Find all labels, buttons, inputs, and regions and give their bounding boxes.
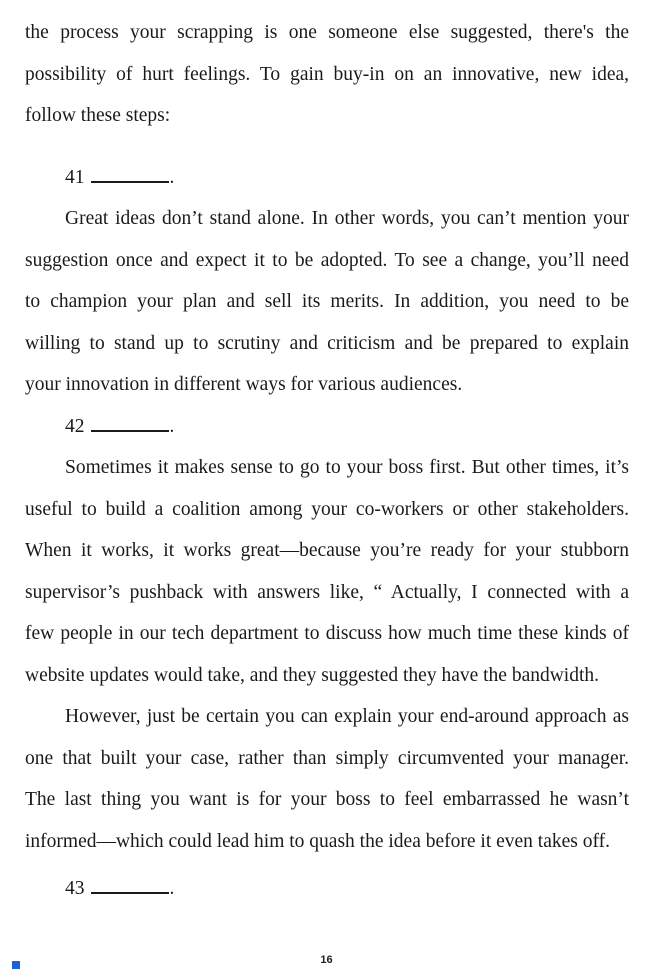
para2-line-2: useful to build a coalition among your co-workers or other stakeholders. bbox=[25, 498, 629, 520]
question-number: 42 bbox=[65, 415, 85, 437]
para2-line-4: supervisor’s pushback with answers like, “ Actually, I connected with a bbox=[25, 581, 629, 603]
page-number: 16 bbox=[320, 954, 333, 966]
para2-line-6: website updates would take, and they suggested they have the bandwidth. bbox=[25, 664, 600, 686]
intro-line-3: follow these steps: bbox=[25, 105, 171, 126]
intro-line-2: possibility of hurt feelings. To gain buy-in on an innovative, new idea, bbox=[25, 63, 629, 85]
question-number: 43 bbox=[65, 878, 85, 899]
blank-period: . bbox=[169, 415, 175, 437]
intro-line-1: the process your scrapping is one someone else suggested, there's the bbox=[25, 22, 629, 43]
blank-period: . bbox=[169, 166, 175, 188]
para1-line-5: your innovation in different ways for various audiences. bbox=[25, 374, 463, 395]
para1-line-2: suggestion once and expect it to be adopted. To see a change, you’ll need bbox=[25, 249, 629, 271]
para1-line-4: willing to stand up to scrutiny and criticism and be prepared to explain bbox=[25, 332, 629, 354]
para2-line-5: few people in our tech department to discuss how much time these kinds of bbox=[25, 623, 629, 644]
para3-line-1: However, just be certain you can explain your end-around approach as bbox=[65, 706, 629, 727]
para2-line-3: When it works, it works great—because you’re ready for your stubborn bbox=[25, 540, 629, 561]
question-number: 41 bbox=[65, 166, 85, 188]
question-41 bbox=[25, 157, 629, 199]
para3-line-2: one that built your case, rather than simply circumvented your manager. bbox=[25, 747, 629, 769]
spacer bbox=[25, 137, 629, 157]
para3-line-4: informed—which could lead him to quash the idea before it even takes off. bbox=[25, 830, 610, 852]
document-page bbox=[25, 12, 629, 910]
para2-line-1: Sometimes it makes sense to go to your boss first. But other times, it’s bbox=[65, 457, 629, 478]
para1-line-3: to champion your plan and sell its merits. In addition, you need to be bbox=[25, 291, 629, 312]
question-42 bbox=[25, 406, 629, 448]
blank-period: . bbox=[169, 878, 175, 899]
answer-blank bbox=[91, 430, 169, 432]
answer-blank bbox=[91, 892, 169, 894]
question-43 bbox=[25, 868, 629, 910]
para1-line-1: Great ideas don’t stand alone. In other words, you can’t mention your bbox=[65, 208, 629, 229]
answer-blank bbox=[91, 181, 169, 183]
para3-line-3: The last thing you want is for your boss to feel embarrassed he wasn’t bbox=[25, 789, 629, 810]
